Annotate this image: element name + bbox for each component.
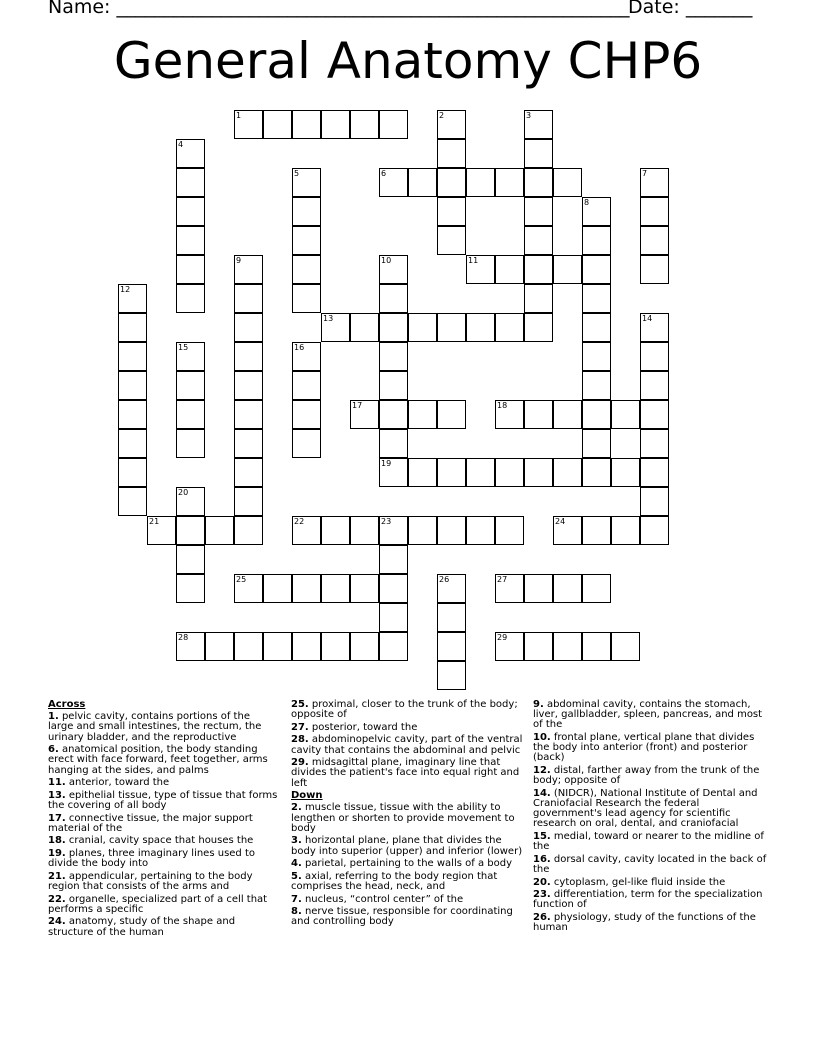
crossword-cell[interactable]	[321, 632, 350, 661]
crossword-cell[interactable]	[118, 458, 147, 487]
clue-number: 5	[294, 169, 300, 178]
crossword-cell[interactable]	[437, 139, 466, 168]
crossword-cell[interactable]	[640, 168, 669, 197]
crossword-cell[interactable]	[408, 168, 437, 197]
crossword-cell[interactable]	[437, 226, 466, 255]
crossword-cell[interactable]	[176, 139, 205, 168]
crossword-cell[interactable]	[234, 110, 263, 139]
crossword-cell[interactable]	[350, 632, 379, 661]
crossword-cell[interactable]	[234, 342, 263, 371]
clue-number: 7	[642, 169, 648, 178]
clue-number: 18	[497, 401, 508, 410]
clue-number: 4.	[291, 858, 302, 870]
clue-text: cytoplasm, gel-like fluid inside the	[550, 876, 726, 888]
clue-number: 27	[497, 575, 508, 584]
crossword-cell[interactable]	[524, 574, 553, 603]
clue-item	[533, 878, 769, 888]
crossword-cell[interactable]	[379, 545, 408, 574]
crossword-cell[interactable]	[176, 342, 205, 371]
clue-number: 20.	[533, 876, 551, 888]
crossword-cell[interactable]	[234, 429, 263, 458]
crossword-cell[interactable]	[524, 197, 553, 226]
clue-item	[48, 836, 278, 846]
clue-number: 8.	[291, 906, 302, 918]
clue-number: 26	[439, 575, 450, 584]
crossword-cell[interactable]	[495, 516, 524, 545]
clue-text: posterior, toward the	[308, 721, 418, 733]
clue-item	[48, 778, 278, 788]
crossword-cell[interactable]	[582, 458, 611, 487]
crossword-cell[interactable]	[321, 574, 350, 603]
clue-number: 23	[381, 517, 392, 526]
clue-text: epithelial tissue, type of tissue that forms the covering of all body	[48, 789, 278, 811]
clue-number: 21.	[48, 870, 66, 882]
clues-column-1	[48, 700, 278, 940]
crossword-cell[interactable]	[234, 255, 263, 284]
down-clue-list-continued	[533, 700, 769, 933]
clue-item	[48, 791, 278, 811]
crossword-cell[interactable]	[466, 255, 495, 284]
crossword-cell[interactable]	[350, 516, 379, 545]
crossword-cell[interactable]	[379, 429, 408, 458]
crossword-cell[interactable]	[176, 226, 205, 255]
crossword-cell[interactable]	[234, 458, 263, 487]
crossword-cell[interactable]	[379, 371, 408, 400]
crossword-cell[interactable]	[292, 371, 321, 400]
clue-item	[48, 872, 278, 892]
crossword-cell[interactable]	[379, 574, 408, 603]
crossword-cell[interactable]	[524, 139, 553, 168]
crossword-cell[interactable]	[582, 226, 611, 255]
crossword-cell[interactable]	[582, 632, 611, 661]
crossword-cell[interactable]	[292, 110, 321, 139]
crossword-cell[interactable]	[437, 632, 466, 661]
crossword-cell[interactable]	[379, 632, 408, 661]
clue-item	[291, 758, 523, 789]
clue-text: cranial, cavity space that houses the	[65, 835, 254, 847]
clue-text: nerve tissue, responsible for coordinating and controlling body	[291, 906, 513, 928]
name-field-label: Name: ______________________________________________________	[48, 0, 630, 18]
clue-item	[48, 814, 278, 834]
clue-number: 19.	[48, 847, 66, 859]
crossword-cell[interactable]	[640, 255, 669, 284]
crossword-cell[interactable]	[611, 632, 640, 661]
crossword-cell[interactable]	[524, 313, 553, 342]
crossword-cell[interactable]	[176, 429, 205, 458]
crossword-cell[interactable]	[495, 574, 524, 603]
clue-item	[48, 849, 278, 869]
crossword-cell[interactable]	[118, 429, 147, 458]
clue-item	[533, 890, 769, 910]
clue-number: 9	[236, 256, 242, 265]
crossword-cell[interactable]	[379, 255, 408, 284]
crossword-cell[interactable]	[234, 313, 263, 342]
crossword-cell[interactable]	[437, 313, 466, 342]
crossword-cell[interactable]	[321, 516, 350, 545]
crossword-cell[interactable]	[379, 313, 408, 342]
clue-number: 11.	[48, 777, 66, 789]
crossword-cell[interactable]	[582, 342, 611, 371]
crossword-cell[interactable]	[582, 429, 611, 458]
crossword-cell[interactable]	[176, 632, 205, 661]
clue-text: distal, farther away from the trunk of the body; opposite of	[533, 765, 760, 787]
clues-column-2	[291, 700, 523, 930]
crossword-cell[interactable]	[466, 516, 495, 545]
crossword-cell[interactable]	[176, 197, 205, 226]
crossword-cell[interactable]	[292, 197, 321, 226]
clue-number: 10.	[533, 732, 551, 743]
clue-item	[291, 803, 523, 834]
crossword-cell[interactable]	[234, 284, 263, 313]
clue-number: 12	[120, 285, 131, 294]
crossword-cell[interactable]	[176, 284, 205, 313]
crossword-cell[interactable]	[234, 632, 263, 661]
clue-text: axial, referring to the body region that comprises the head, neck, and	[291, 870, 498, 892]
crossword-cell[interactable]	[640, 487, 669, 516]
clue-number: 14.	[533, 787, 551, 799]
crossword-cell[interactable]	[437, 661, 466, 690]
crossword-cell[interactable]	[263, 632, 292, 661]
clue-number: 21	[149, 517, 160, 526]
crossword-cell[interactable]	[640, 400, 669, 429]
crossword-cell[interactable]	[582, 516, 611, 545]
crossword-cell[interactable]	[292, 226, 321, 255]
clue-number: 7.	[291, 893, 302, 905]
crossword-cell[interactable]	[379, 400, 408, 429]
crossword-cell[interactable]	[640, 371, 669, 400]
clue-number: 19	[381, 459, 392, 468]
clue-number: 26.	[533, 911, 551, 923]
crossword-cell[interactable]	[234, 400, 263, 429]
crossword-cell[interactable]	[176, 371, 205, 400]
crossword-cell[interactable]	[408, 400, 437, 429]
crossword-cell[interactable]	[524, 110, 553, 139]
clue-number: 23.	[533, 889, 551, 901]
crossword-cell[interactable]	[176, 545, 205, 574]
across-clue-list	[48, 712, 278, 938]
clue-number: 27.	[291, 721, 309, 733]
clue-text: anatomical position, the body standing erect with face forward, feet together, arms hanging at the sides, and palms	[48, 744, 268, 776]
clue-item	[291, 872, 523, 892]
clue-item	[533, 733, 769, 764]
crossword-cell[interactable]	[147, 516, 176, 545]
crossword-cell[interactable]	[582, 197, 611, 226]
crossword-cell[interactable]	[408, 458, 437, 487]
clue-number: 6.	[48, 744, 59, 756]
clue-number: 18.	[48, 835, 66, 847]
clue-number: 29.	[291, 757, 309, 769]
clue-number: 6	[381, 169, 387, 178]
clue-text: dorsal cavity, cavity located in the back of the	[533, 853, 767, 875]
clue-number: 15	[178, 343, 189, 352]
clue-number: 2	[439, 111, 445, 120]
clue-item	[533, 789, 769, 830]
crossword-cell[interactable]	[553, 632, 582, 661]
crossword-cell[interactable]	[118, 487, 147, 516]
clue-number: 24.	[48, 916, 66, 928]
clue-number: 8	[584, 198, 590, 207]
clue-number: 5.	[291, 870, 302, 882]
crossword-cell[interactable]	[495, 400, 524, 429]
clue-number: 10	[381, 256, 392, 265]
clue-item	[291, 907, 523, 927]
clue-item	[291, 723, 523, 733]
crossword-cell[interactable]	[263, 110, 292, 139]
clue-number: 13.	[48, 789, 66, 801]
clue-text: midsagittal plane, imaginary line that divides the patient's face into equal right and left	[291, 757, 520, 789]
across-clue-list-continued	[291, 700, 523, 789]
crossword-cell[interactable]	[553, 574, 582, 603]
clue-text: connective tissue, the major support material of the	[48, 812, 253, 834]
down-clue-list	[291, 803, 523, 927]
crossword-cell[interactable]	[437, 458, 466, 487]
crossword-cell[interactable]	[234, 371, 263, 400]
crossword-cell[interactable]	[379, 110, 408, 139]
crossword-cell[interactable]	[176, 516, 205, 545]
crossword-cell[interactable]	[611, 458, 640, 487]
crossword-cell[interactable]	[640, 342, 669, 371]
clue-text: anterior, toward the	[65, 777, 170, 789]
crossword-cell[interactable]	[524, 400, 553, 429]
crossword-cell[interactable]	[437, 110, 466, 139]
crossword-cell[interactable]	[524, 255, 553, 284]
crossword-cell[interactable]	[582, 400, 611, 429]
clue-item	[48, 895, 278, 915]
crossword-cell[interactable]	[437, 603, 466, 632]
crossword-cell[interactable]	[205, 516, 234, 545]
crossword-cell[interactable]	[553, 255, 582, 284]
clue-text: physiology, study of the functions of the human	[533, 911, 756, 934]
crossword-cell[interactable]	[176, 574, 205, 603]
crossword-cell[interactable]	[640, 429, 669, 458]
crossword-cell[interactable]	[553, 168, 582, 197]
clue-number: 9.	[533, 699, 544, 710]
crossword-cell[interactable]	[640, 197, 669, 226]
crossword-cell[interactable]	[118, 313, 147, 342]
crossword-cell[interactable]	[437, 197, 466, 226]
crossword-cell[interactable]	[205, 632, 234, 661]
clue-number: 25.	[291, 699, 309, 710]
crossword-cell[interactable]	[495, 168, 524, 197]
clues-column-3	[533, 700, 769, 936]
crossword-cell[interactable]	[379, 516, 408, 545]
crossword-cell[interactable]	[640, 313, 669, 342]
crossword-cell[interactable]	[118, 400, 147, 429]
crossword-cell[interactable]	[524, 458, 553, 487]
crossword-cell[interactable]	[379, 458, 408, 487]
crossword-cell[interactable]	[379, 284, 408, 313]
clue-item	[533, 913, 769, 933]
clue-number: 16	[294, 343, 305, 352]
crossword-cell[interactable]	[379, 342, 408, 371]
clue-item	[533, 855, 769, 875]
crossword-cell[interactable]	[263, 574, 292, 603]
crossword-cell[interactable]	[582, 313, 611, 342]
crossword-cell[interactable]	[553, 400, 582, 429]
crossword-cell[interactable]	[524, 168, 553, 197]
page-title: General Anatomy CHP6	[113, 32, 703, 90]
crossword-cell[interactable]	[350, 313, 379, 342]
clue-text: abdominal cavity, contains the stomach, liver, gallbladder, spleen, pancreas, and most of the	[533, 699, 763, 731]
clue-text: medial, toward or nearer to the midline of the	[533, 831, 764, 853]
clue-text: horizontal plane, plane that divides the body into superior (upper) and inferior (lower)	[291, 835, 523, 857]
clue-text: organelle, specialized part of a cell that performs a specific	[48, 893, 268, 915]
crossword-cell[interactable]	[524, 226, 553, 255]
crossword-cell[interactable]	[408, 313, 437, 342]
crossword-cell[interactable]	[176, 400, 205, 429]
crossword-cell[interactable]	[379, 603, 408, 632]
date-field-label: Date: _______	[628, 0, 753, 18]
clue-item	[291, 735, 523, 755]
crossword-cell[interactable]	[350, 574, 379, 603]
clue-text: planes, three imaginary lines used to divide the body into	[48, 847, 255, 870]
crossword-cell[interactable]	[234, 516, 263, 545]
crossword-cell[interactable]	[582, 284, 611, 313]
crossword-cell[interactable]	[437, 516, 466, 545]
crossword-cell[interactable]	[466, 168, 495, 197]
crossword-cell[interactable]	[640, 458, 669, 487]
clue-text: appendicular, pertaining to the body region that consists of the arms and	[48, 870, 253, 892]
crossword-cell[interactable]	[582, 371, 611, 400]
clue-number: 3.	[291, 835, 302, 847]
crossword-cell[interactable]	[118, 284, 147, 313]
clue-number: 24	[555, 517, 566, 526]
crossword-cell[interactable]	[379, 168, 408, 197]
crossword-cell[interactable]	[437, 574, 466, 603]
crossword-cell[interactable]	[176, 487, 205, 516]
crossword-cell[interactable]	[292, 255, 321, 284]
crossword-cell[interactable]	[292, 574, 321, 603]
crossword-cell[interactable]	[292, 168, 321, 197]
clue-number: 1.	[48, 711, 59, 723]
clue-item	[291, 859, 523, 869]
clue-item	[48, 745, 278, 776]
clue-number: 20	[178, 488, 189, 497]
across-heading: Across	[48, 699, 86, 710]
crossword-cell[interactable]	[350, 400, 379, 429]
clue-number: 4	[178, 140, 184, 149]
clue-number: 25	[236, 575, 247, 584]
crossword-cell[interactable]	[292, 429, 321, 458]
down-heading: Down	[291, 790, 323, 802]
crossword-cell[interactable]	[495, 255, 524, 284]
clue-item	[291, 836, 523, 856]
clue-number: 13	[323, 314, 334, 323]
clue-number: 22	[294, 517, 305, 526]
crossword-cell[interactable]	[350, 110, 379, 139]
crossword-cell[interactable]	[611, 516, 640, 545]
clue-number: 28	[178, 633, 189, 642]
crossword-cell[interactable]	[321, 110, 350, 139]
crossword-cell[interactable]	[495, 313, 524, 342]
crossword-cell[interactable]	[321, 313, 350, 342]
crossword-cell[interactable]	[640, 226, 669, 255]
crossword-cell[interactable]	[176, 255, 205, 284]
crossword-cell[interactable]	[495, 458, 524, 487]
clue-number: 1	[236, 111, 242, 120]
clue-item	[48, 917, 278, 937]
crossword-cell[interactable]	[640, 516, 669, 545]
crossword-cell[interactable]	[437, 400, 466, 429]
crossword-cell[interactable]	[292, 632, 321, 661]
clue-text: (NIDCR), National Institute of Dental and Craniofacial Research the federal government's lead agency for scientific research on oral, dental, and craniofacial	[533, 787, 758, 830]
clue-item	[48, 712, 278, 743]
crossword-cell[interactable]	[408, 516, 437, 545]
crossword-cell[interactable]	[437, 168, 466, 197]
crossword-cell[interactable]	[292, 284, 321, 313]
crossword-cell[interactable]	[466, 313, 495, 342]
crossword-cell[interactable]	[176, 168, 205, 197]
crossword-cell[interactable]	[582, 574, 611, 603]
clue-text: parietal, pertaining to the walls of a body	[301, 858, 512, 870]
clue-item	[533, 832, 769, 852]
crossword-cell[interactable]	[611, 400, 640, 429]
clue-text: abdominopelvic cavity, part of the ventral cavity that contains the abdominal and pelvic	[291, 734, 523, 756]
clue-number: 2.	[291, 802, 302, 814]
clue-item	[533, 766, 769, 786]
clue-item	[291, 700, 523, 720]
crossword-cell[interactable]	[234, 487, 263, 516]
crossword-cell[interactable]	[292, 400, 321, 429]
clue-text: nucleus, “control center” of the	[301, 893, 464, 905]
crossword-cell[interactable]	[553, 516, 582, 545]
clue-number: 3	[526, 111, 532, 120]
crossword-cell[interactable]	[292, 516, 321, 545]
crossword-cell[interactable]	[466, 458, 495, 487]
crossword-cell[interactable]	[524, 284, 553, 313]
clue-number: 14	[642, 314, 653, 323]
clue-number: 12.	[533, 765, 551, 776]
clue-text: anatomy, study of the shape and structure of the human	[48, 916, 236, 938]
clue-number: 22.	[48, 893, 66, 905]
clue-number: 16.	[533, 853, 551, 865]
clue-item	[291, 895, 523, 905]
clue-number: 15.	[533, 831, 551, 842]
crossword-cell[interactable]	[553, 458, 582, 487]
crossword-cell[interactable]	[234, 574, 263, 603]
clue-number: 11	[468, 256, 479, 265]
clue-text: muscle tissue, tissue with the ability to lengthen or shorten to provide movement to body	[291, 802, 515, 834]
clue-text: proximal, closer to the trunk of the body; opposite of	[291, 699, 518, 721]
crossword-cell[interactable]	[524, 632, 553, 661]
clue-number: 29	[497, 633, 508, 642]
clue-number: 17	[352, 401, 363, 410]
clue-text: differentiation, term for the specialization function of	[533, 889, 763, 911]
crossword-cell[interactable]	[495, 632, 524, 661]
crossword-cell[interactable]	[292, 342, 321, 371]
crossword-cell[interactable]	[118, 342, 147, 371]
clue-text: frontal plane, vertical plane that divides the body into anterior (front) and posterior (back)	[533, 732, 755, 764]
clue-item	[533, 700, 769, 731]
clue-text: pelvic cavity, contains portions of the large and small intestines, the rectum, the urinary bladder, and the reproductive	[48, 711, 262, 743]
crossword-cell[interactable]	[118, 371, 147, 400]
clue-number: 17.	[48, 812, 66, 824]
crossword-cell[interactable]	[582, 255, 611, 284]
clue-number: 28.	[291, 734, 309, 746]
